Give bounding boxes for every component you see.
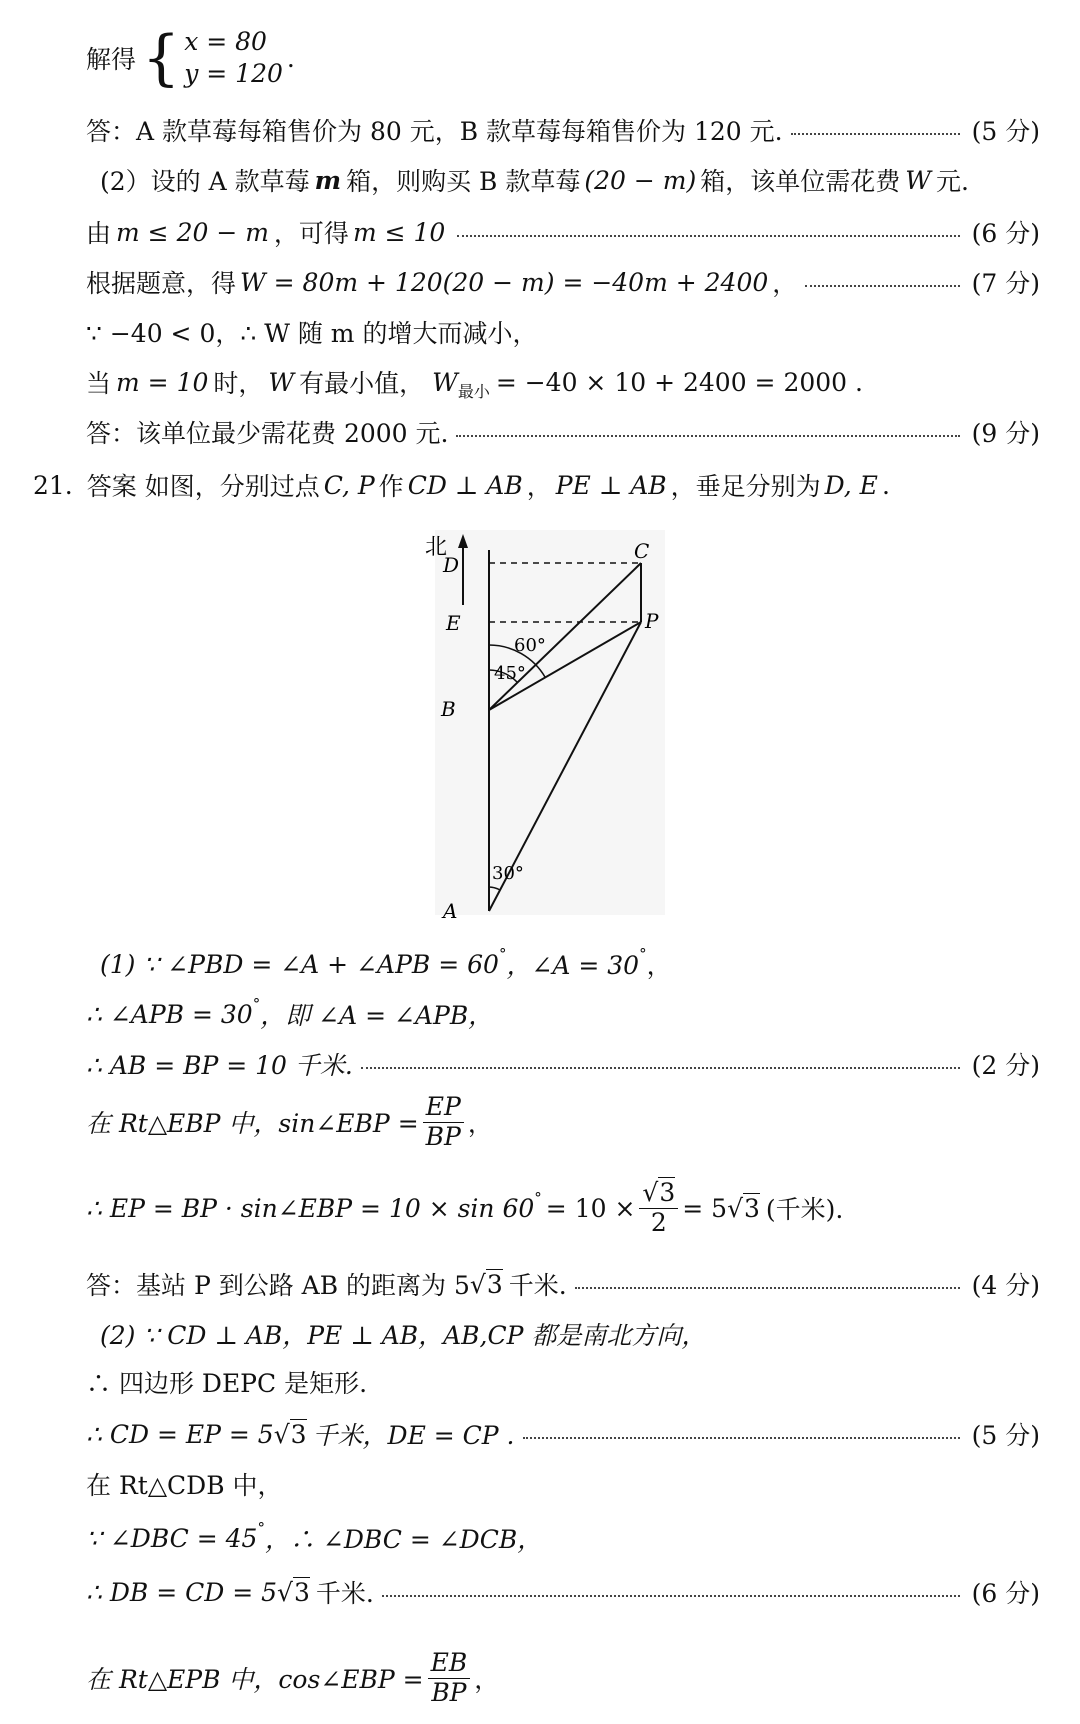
solution-line: ∴ 四边形 DEPC 是矩形. <box>86 1369 368 1398</box>
dot-leader <box>457 235 960 237</box>
solution-line: ∴ CD = EP = 5 √3 千米，DE = CP . (5 分) <box>86 1414 1040 1454</box>
answer-line: 答：基站 P 到公路 AB 的距离为 5 √3 千米. (4 分) <box>86 1264 1040 1304</box>
score: (5 分) <box>971 117 1040 146</box>
angle-label-45: 45° <box>494 663 526 684</box>
label-E: E <box>446 611 461 635</box>
solution-line: 在 Rt△EBP 中，sin∠EBP = $\frac{EP}{BP}$ ， <box>86 1091 493 1151</box>
solution-line: 根据题意，得 W = 80m + 120(20 − m) = −40m + 2400 ， (7 分) <box>86 262 1040 302</box>
solution-line: 由 m ≤ 20 − m ，可得 m ≤ 10 (6 分) <box>86 212 1040 252</box>
fraction-EP-BP: $\frac{EP}{BP}$ <box>423 1093 464 1152</box>
geometry-figure <box>395 520 675 920</box>
solution-line: 解得 { x = 80 y = 120 . <box>86 23 295 93</box>
dot-leader <box>361 1067 960 1069</box>
label-B: B <box>441 697 456 721</box>
score: (9 分) <box>971 419 1040 448</box>
solution-line: ∴ EP = BP · sin∠EBP = 10 × sin 60 ° = 10 × $\frac{√3}{2}$ = 5 √3 (千米). <box>86 1177 844 1237</box>
solution-line: (2) ∵ CD ⊥ AB，PE ⊥ AB，AB,CP 都是南北方向， <box>100 1321 707 1350</box>
solution-line: 当 m = 10 时， W 有最小值， W 最小 = −40 × 10 + 2400 = 2000 . <box>86 367 863 401</box>
fraction-root3-over-2: $\frac{√3}{2}$ <box>639 1179 678 1238</box>
dot-leader <box>575 1287 960 1289</box>
solution-line: ∵ −40 < 0，∴ W 随 m 的增大而减小， <box>86 319 538 348</box>
solution-line: (1) ∵ ∠PBD = ∠A + ∠APB = 60 ° ，∠A = 30 ° ， <box>100 945 672 980</box>
score: (5 分) <box>971 1421 1040 1450</box>
solution-line: ∴ AB = BP = 10 千米. (2 分) <box>86 1044 1040 1084</box>
answer-line: 答：该单位最少需花费 2000 元. (9 分) <box>86 412 1040 452</box>
label-A: A <box>443 899 458 920</box>
dot-leader <box>456 435 960 437</box>
score: (4 分) <box>971 1271 1040 1300</box>
score: (7 分) <box>971 269 1040 298</box>
dot-leader <box>523 1437 960 1439</box>
dot-leader <box>382 1595 960 1597</box>
solution-line: 在 Rt△EPB 中，cos∠EBP = $\frac{EB}{BP}$ ， <box>86 1647 500 1707</box>
angle-label-60: 60° <box>514 635 546 656</box>
label-P: P <box>645 609 659 633</box>
answer-line: 答：A 款草莓每箱售价为 80 元，B 款草莓每箱售价为 120 元. (5 分) <box>86 110 1040 150</box>
solution-line: (2）设的 A 款草莓 m 箱，则购买 B 款草莓 (20 − m) 箱，该单位需花费 W 元. <box>100 165 969 196</box>
equation-system: x = 80 y = 120 <box>184 26 283 88</box>
angle-label-30: 30° <box>492 863 524 884</box>
score: (6 分) <box>971 1579 1040 1608</box>
question-heading: 21. 答案 如图，分别过点 C, P 作 CD ⊥ AB ， PE ⊥ AB ，垂足分别为 D, E . <box>33 470 890 501</box>
solution-line: ∴ DB = CD = 5 √3 千米. (6 分) <box>86 1572 1040 1612</box>
label-D: D <box>443 553 460 577</box>
solution-line: ∴ ∠APB = 30 ° ，即 ∠A = ∠APB， <box>86 995 494 1030</box>
score: (6 分) <box>971 219 1040 248</box>
dot-leader <box>805 285 960 287</box>
dot-leader <box>791 133 960 135</box>
fraction-EB-BP: $\frac{EB}{BP}$ <box>428 1649 471 1708</box>
score: (2 分) <box>971 1051 1040 1080</box>
figure-background <box>435 530 665 915</box>
solution-line: 在 Rt△CDB 中， <box>86 1471 283 1500</box>
label-C: C <box>634 539 650 563</box>
system-brace: { <box>142 23 181 93</box>
north-label: 北 <box>425 535 448 560</box>
solution-line: ∵ ∠DBC = 45 ° ，∴ ∠DBC = ∠DCB， <box>86 1519 543 1554</box>
